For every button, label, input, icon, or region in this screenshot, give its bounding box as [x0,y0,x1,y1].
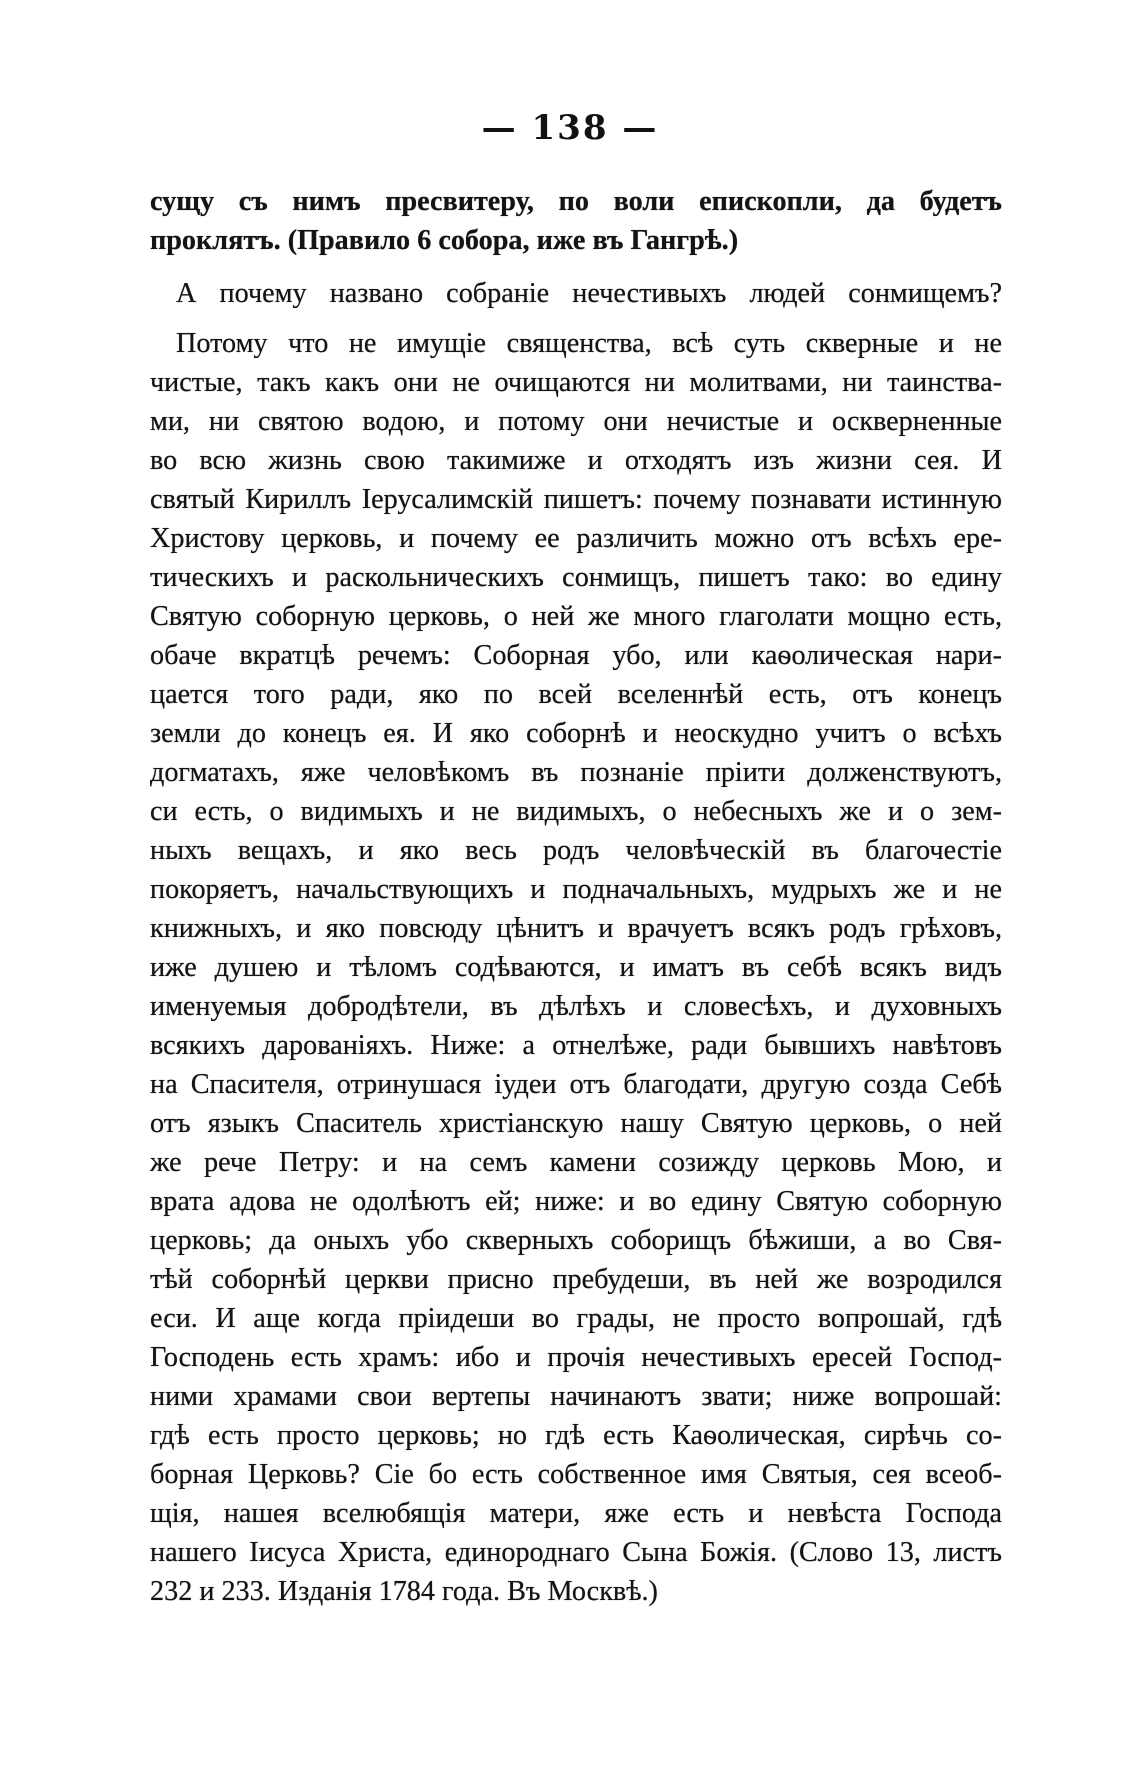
text-line: тѣй соборнѣй церкви присно пребудеши, въ ней же возродился [150,1264,1002,1295]
text-line: же рече Петру: и на семъ камени созижду церковь Мою, и [150,1147,1002,1178]
text-line: иже душею и тѣломъ содѣваются, и иматъ въ себѣ всякъ видъ [150,952,1002,983]
page-text [150,182,1002,1611]
text-line: Господень есть храмъ: ибо и прочія нечестивыхъ ересей Господ- [150,1342,1002,1373]
text-line: си есть, о видимыхъ и не видимыхъ, о небесныхъ же и о зем- [150,796,1002,827]
text-line: святый Кириллъ Іерусалимскій пишетъ: почему познавати истинную [150,484,1002,515]
text-line: церковь; да оныхъ убо скверныхъ соборищъ бѣжиши, а во Свя- [150,1225,1002,1256]
page-number: — 138 — [481,108,659,148]
text-line: борная Церковь? Сіе бо есть собственное имя Святыя, сея всеоб- [150,1459,1002,1490]
text-line: ныхъ вещахъ, и яко весь родъ человѣческій въ благочестіе [150,835,1002,866]
text-line: А почему названо собраніе нечестивыхъ людей сонмищемъ? [176,278,1002,309]
text-line: Потому что не имущіе священства, всѣ суть скверные и не [176,328,1002,359]
text-line: нашего Іисуса Христа, единороднаго Сына Божія. (Слово 13, листъ [150,1537,1002,1568]
text-line: щія, нашея вселюбящія матери, яже есть и невѣста Господа [150,1498,1002,1529]
text-line: на Спасителя, отринушася іудеи отъ благодати, другую созда Себѣ [150,1069,1002,1100]
text-line: Святую соборную церковь, о ней же много глаголати мощно есть, [150,601,1002,632]
text-line: всякихъ дарованіяхъ. Ниже: а отнелѣже, ради бывшихъ навѣтовъ [150,1030,1002,1061]
text-line: гдѣ есть просто церковь; но гдѣ есть Каѳолическая, сирѣчь со- [150,1420,1002,1451]
text-line: цается того ради, яко по всей вселеннѣй есть, отъ конецъ [150,679,1002,710]
text-line: проклятъ. (Правило 6 собора, иже въ Гангрѣ.) [150,225,739,256]
paragraph-gap [150,260,1002,274]
text-line: сущу съ нимъ пресвитеру, по воли епископли, да будетъ [150,186,1002,217]
text-line: догматахъ, яже человѣкомъ въ познаніе пріити долженствуютъ, [150,757,1002,788]
paragraph-gap [150,313,1002,324]
text-line: врата адова не одолѣютъ ей; ниже: и во едину Святую соборную [150,1186,1002,1217]
text-line: покоряетъ, начальствующихъ и подначальныхъ, мудрыхъ же и не [150,874,1002,905]
text-line: во всю жизнь свою такимиже и отходятъ изъ жизни сея. И [150,445,1002,476]
text-line: отъ языкъ Спаситель христіанскую нашу Святую церковь, о ней [150,1108,1002,1139]
text-line: еси. И аще когда пріидеши во грады, не просто вопрошай, гдѣ [150,1303,1002,1334]
text-line: обаче вкратцѣ речемъ: Соборная убо, или каѳолическая нари- [150,640,1002,671]
text-line: книжныхъ, и яко повсюду цѣнитъ и врачуетъ всякъ родъ грѣховъ, [150,913,1002,944]
text-line: именуемыя добродѣтели, въ дѣлѣхъ и словесѣхъ, и духовныхъ [150,991,1002,1022]
text-line: ми, ни святою водою, и потому они нечистые и оскверненные [150,406,1002,437]
text-line: 232 и 233. Изданія 1784 года. Въ Москвѣ.) [150,1576,658,1607]
text-line: чистые, такъ какъ они не очищаются ни молитвами, ни таинства- [150,367,1002,398]
text-line: ними храмами свои вертепы начинаютъ звати; ниже вопрошай: [150,1381,1002,1412]
text-line: Христову церковь, и почему ее различить можно отъ всѣхъ ере- [150,523,1002,554]
text-line: земли до конецъ ея. И яко соборнѣ и неоскудно учитъ о всѣхъ [150,718,1002,749]
text-line: тическихъ и раскольническихъ сонмищъ, пишетъ тако: во едину [150,562,1002,593]
